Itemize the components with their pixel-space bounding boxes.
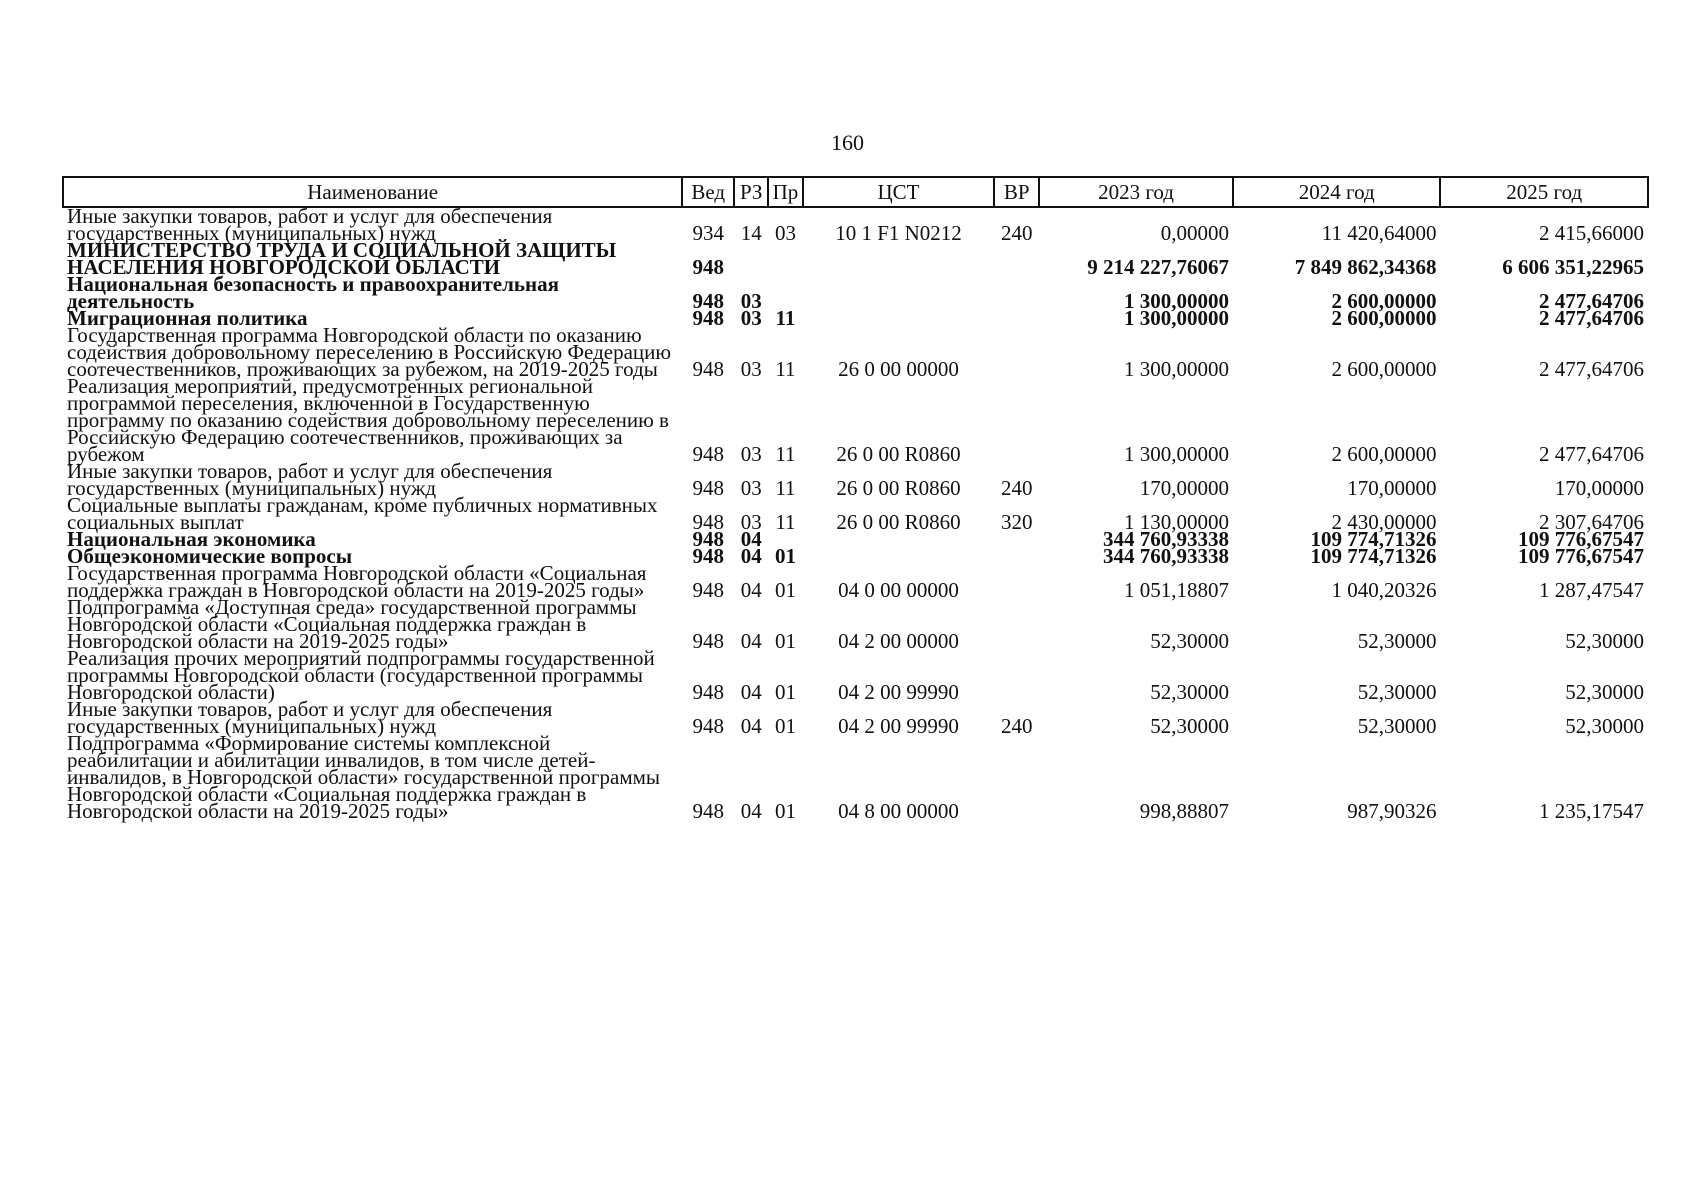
cell-ved: 948 [692, 510, 724, 534]
cell-2024: 987,90326 [1347, 799, 1437, 823]
cell-2025: 52,30000 [1565, 680, 1644, 704]
cell-rz: 03 [740, 510, 762, 534]
cell-2024: 2 600,00000 [1331, 289, 1437, 313]
cell-cst: 04 2 00 00000 [838, 629, 959, 653]
cell-cst: 26 0 00 R0860 [836, 510, 961, 534]
table-body [63, 204, 1648, 823]
cell-2024: 2 600,00000 [1331, 442, 1437, 466]
cell-2024: 52,30000 [1357, 629, 1437, 653]
cell-2023: 52,30000 [1150, 629, 1230, 653]
cell-2023: 344 760,93338 [1103, 544, 1230, 568]
cell-pr: 11 [775, 510, 796, 534]
cell-rz: 04 [740, 680, 762, 704]
cell-2025: 170,00000 [1554, 476, 1644, 500]
table-row [63, 497, 1648, 531]
cell-cst: 26 0 00 00000 [838, 357, 959, 381]
cell-2025: 2 307,64706 [1539, 510, 1644, 534]
cell-vr [994, 378, 1039, 463]
cell-name: Социальные выплаты гражданам, кроме публичных нормативных социальных выплат [67, 493, 658, 534]
cell-cst: 26 0 00 R0860 [836, 476, 961, 500]
cell-2024: 2 600,00000 [1331, 306, 1437, 330]
cell-cst [803, 242, 995, 276]
cell-pr: 01 [774, 544, 796, 568]
cell-2024: 109 774,71326 [1310, 527, 1437, 551]
cell-ved: 934 [692, 221, 724, 245]
cell-2024: 52,30000 [1357, 680, 1437, 704]
cell-name: Государственная программа Новгородской области «Социальная поддержка граждан в Новгородской области на 2019-2025 годы» [67, 561, 647, 602]
table-row [63, 378, 1648, 463]
cell-cst: 04 2 00 99990 [838, 714, 959, 738]
cell-ved: 948 [692, 255, 724, 279]
cell-2023: 9 214 227,76067 [1087, 255, 1230, 279]
cell-2024: 2 600,00000 [1331, 357, 1437, 381]
cell-pr: 11 [775, 306, 796, 330]
cell-rz: 03 [740, 289, 762, 313]
cell-rz: 04 [740, 799, 762, 823]
cell-2025: 1 235,17547 [1539, 799, 1644, 823]
cell-pr: 11 [775, 357, 796, 381]
cell-vr [994, 565, 1039, 599]
cell-name: Реализация прочих мероприятий подпрограммы государственной программы Новгородской области (государственной программы Новгородской области) [67, 646, 655, 704]
cell-2023: 998,88807 [1139, 799, 1230, 823]
header-vr: ВР [994, 177, 1039, 207]
table-row [63, 565, 1648, 599]
cell-pr: 01 [774, 714, 796, 738]
cell-ved: 948 [692, 476, 724, 500]
cell-cst [803, 310, 995, 327]
cell-2023: 1 300,00000 [1124, 289, 1230, 313]
header-cst: ЦСТ [803, 177, 995, 207]
cell-name: Миграционная политика [67, 306, 308, 330]
cell-ved: 948 [692, 629, 724, 653]
header-2025: 2025 год [1440, 177, 1648, 207]
cell-rz: 04 [740, 629, 762, 653]
header-name: Наименование [63, 177, 682, 207]
cell-pr: 11 [775, 442, 796, 466]
cell-2023: 344 760,93338 [1103, 527, 1230, 551]
header-pr: Пр [768, 177, 802, 207]
cell-2025: 109 776,67547 [1518, 544, 1644, 568]
cell-vr [994, 276, 1039, 310]
cell-2024: 109 774,71326 [1310, 544, 1437, 568]
cell-rz: 04 [740, 544, 762, 568]
cell-pr: 01 [774, 629, 796, 653]
cell-name: Иные закупки товаров, работ и услуг для обеспечения государственных (муниципальных) нужд [67, 697, 553, 738]
cell-2024: 2 430,00000 [1331, 510, 1437, 534]
cell-name: Иные закупки товаров, работ и услуг для обеспечения государственных (муниципальных) нужд [67, 459, 553, 500]
cell-cst: 04 8 00 00000 [838, 799, 959, 823]
header-rz: РЗ [734, 177, 768, 207]
cell-rz: 03 [740, 357, 762, 381]
cell-2024: 11 420,64000 [1321, 221, 1437, 245]
table-row [63, 701, 1648, 735]
cell-vr [994, 242, 1039, 276]
cell-vr [994, 327, 1039, 378]
cell-2023: 1 051,18807 [1124, 578, 1230, 602]
page-number: 160 [831, 130, 864, 155]
cell-vr [994, 548, 1039, 565]
table-row [63, 735, 1648, 820]
cell-vr [994, 310, 1039, 327]
header-2023: 2023 год [1039, 177, 1233, 207]
cell-2023: 1 300,00000 [1124, 306, 1230, 330]
table-row [63, 207, 1648, 242]
cell-cst: 04 2 00 99990 [838, 680, 959, 704]
cell-ved: 948 [692, 714, 724, 738]
cell-ved: 948 [692, 357, 724, 381]
cell-name: МИНИСТЕРСТВО ТРУДА И СОЦИАЛЬНОЙ ЗАЩИТЫ НАСЕЛЕНИЯ НОВГОРОДСКОЙ ОБЛАСТИ [67, 238, 617, 279]
cell-pr: 11 [775, 476, 796, 500]
cell-2025: 1 287,47547 [1539, 578, 1644, 602]
cell-vr [994, 735, 1039, 820]
cell-name: Реализация мероприятий, предусмотренных региональной программой переселения, включенной в Государственную программу по оказанию содействия добровольному переселению в Российскую Федерацию соотечественников, проживающих за рубежом [67, 374, 669, 466]
cell-vr: 240 [1001, 476, 1033, 500]
cell-rz: 03 [740, 476, 762, 500]
cell-cst: 26 0 00 R0860 [836, 442, 961, 466]
cell-2023: 1 300,00000 [1124, 442, 1230, 466]
cell-2025: 52,30000 [1565, 629, 1644, 653]
cell-ved: 948 [692, 442, 724, 466]
cell-ved: 948 [692, 578, 724, 602]
cell-rz: 14 [740, 221, 762, 245]
cell-2024: 52,30000 [1357, 714, 1437, 738]
table-row [63, 276, 1648, 310]
table-row [63, 650, 1648, 701]
cell-2023: 0,00000 [1160, 221, 1230, 245]
cell-ved: 948 [692, 544, 724, 568]
cell-ved: 948 [692, 306, 724, 330]
table-row [63, 242, 1648, 276]
cell-2024: 170,00000 [1347, 476, 1437, 500]
cell-vr [994, 650, 1039, 701]
cell-name: Государственная программа Новгородской области по оказанию содействия добровольному переселению в Российскую Федерацию соотечественников, проживающих за рубежом, на 2019-2025 годы [67, 323, 672, 381]
cell-ved: 948 [692, 799, 724, 823]
cell-cst [803, 548, 995, 565]
cell-2025: 6 606 351,22965 [1502, 255, 1644, 279]
cell-2025: 2 477,64706 [1539, 306, 1644, 330]
table-row [63, 599, 1648, 650]
header-ved: Вед [682, 177, 734, 207]
cell-2024: 7 849 862,34368 [1294, 255, 1437, 279]
cell-ved: 948 [692, 289, 724, 313]
cell-2023: 1 130,00000 [1124, 510, 1230, 534]
cell-rz: 03 [740, 442, 762, 466]
cell-2023: 52,30000 [1150, 680, 1230, 704]
cell-pr: 01 [774, 680, 796, 704]
cell-rz [734, 242, 768, 276]
cell-vr: 240 [1001, 714, 1033, 738]
cell-rz: 04 [740, 578, 762, 602]
cell-pr: 01 [774, 799, 796, 823]
cell-vr: 240 [1001, 221, 1033, 245]
cell-name: Общеэкономические вопросы [67, 544, 353, 568]
cell-2024: 1 040,20326 [1331, 578, 1437, 602]
cell-cst [803, 276, 995, 310]
table-header [63, 177, 1648, 207]
cell-pr: 01 [774, 578, 796, 602]
cell-name: Национальная безопасность и правоохранительная деятельность [67, 272, 559, 313]
cell-name: Национальная экономика [67, 527, 316, 551]
cell-vr: 320 [1001, 510, 1033, 534]
table-row [63, 327, 1648, 378]
cell-pr: 03 [774, 221, 796, 245]
cell-cst: 04 0 00 00000 [838, 578, 959, 602]
cell-rz: 04 [740, 714, 762, 738]
cell-rz: 04 [740, 527, 762, 551]
cell-name: Подпрограмма «Доступная среда» государственной программы Новгородской области «Социальная поддержка граждан в Новгородской области на 2019-2025 годы» [67, 595, 637, 653]
cell-2025: 2 415,66000 [1539, 221, 1644, 245]
cell-vr [994, 599, 1039, 650]
cell-ved: 948 [692, 527, 724, 551]
header-2024: 2024 год [1233, 177, 1440, 207]
cell-2025: 2 477,64706 [1539, 357, 1644, 381]
cell-2023: 52,30000 [1150, 714, 1230, 738]
cell-2025: 2 477,64706 [1539, 289, 1644, 313]
cell-2023: 170,00000 [1139, 476, 1230, 500]
cell-ved: 948 [692, 680, 724, 704]
cell-rz: 03 [740, 306, 762, 330]
cell-pr [768, 242, 802, 276]
cell-2025: 2 477,64706 [1539, 442, 1644, 466]
cell-2025: 109 776,67547 [1518, 527, 1644, 551]
cell-pr [768, 276, 802, 310]
table-row [63, 463, 1648, 497]
budget-table [62, 176, 1649, 823]
cell-2023: 1 300,00000 [1124, 357, 1230, 381]
cell-2025: 52,30000 [1565, 714, 1644, 738]
cell-name: Иные закупки товаров, работ и услуг для обеспечения государственных (муниципальных) нужд [67, 204, 553, 245]
cell-name: Подпрограмма «Формирование системы комплексной реабилитации и абилитации инвалидов, в том числе детей-инвалидов, в Новгородской области» государственной программы Новгородской области «Социальная поддержка граждан в Новгородской области на 2019-2025 годы» [67, 731, 661, 823]
cell-cst: 10 1 F1 N0212 [835, 221, 962, 245]
